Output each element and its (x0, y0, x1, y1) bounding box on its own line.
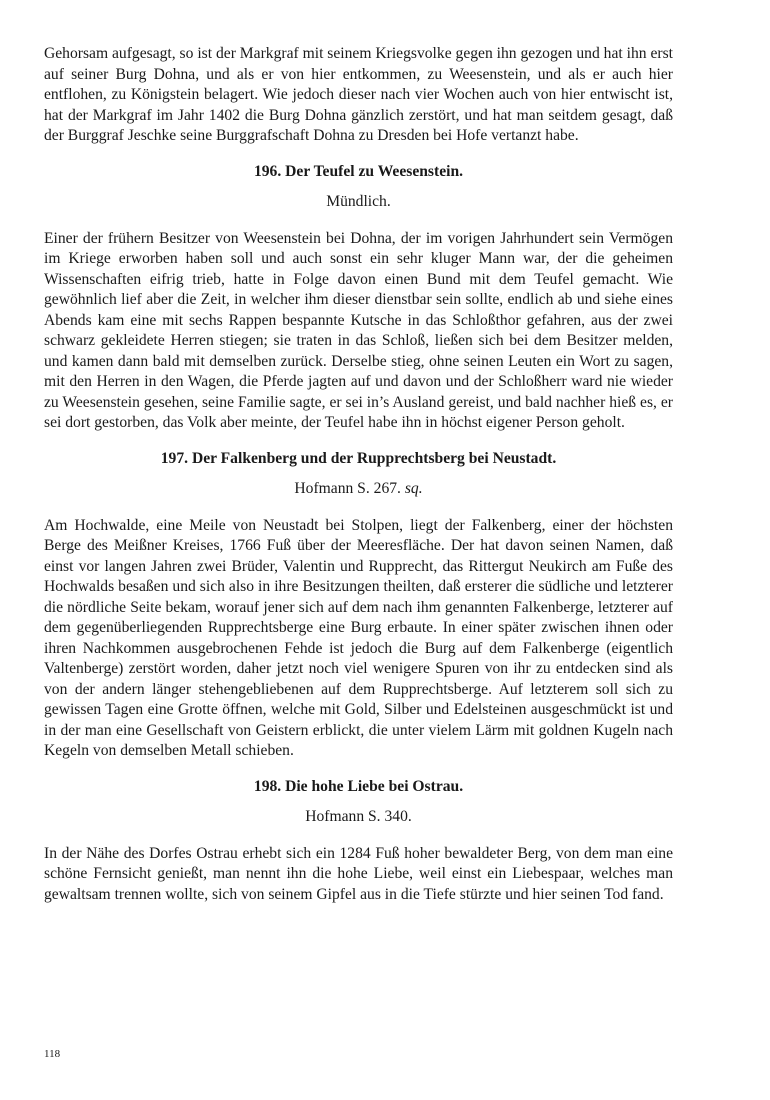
section-text: Einer der frühern Besitzer von Weesenstein bei Dohna, der im vorigen Jahrhundert sein Vermögen im Kriege erworben haben soll und auch sonst ein sehr kluger Mann war, der die geheimen Wissenschaften eifrig trieb, hatte in Folge davon einen Bund mit dem Teufel gemacht. Wie gewöhnlich lief aber die Zeit, in welcher ihm dieser dienstbar sein sollte, endlich ab und siehe eines Abends kam eine mit sechs Rappen bespannte Kutsche in das Schloßthor gefahren, aus der zwei schwarz gekleidete Herren stiegen; sie traten in das Schloß, ließen sich bei dem Besitzer melden, und kamen dann bald mit demselben zurück. Derselbe stieg, ohne seinen Leuten ein Wort zu sagen, mit den Herren in den Wagen, die Pferde jagten auf und davon und der Schloßherr ward nie wieder zu Weesenstein gesehen, seine Familie sagte, er sei in’s Ausland gereist, und bald nachher hieß es, er sei dort gestorben, das Volk aber meinte, der Teufel habe ihn in höchst eigener Person geholt. (44, 229, 673, 431)
source-text: Mündlich. (326, 193, 391, 210)
section-title: 196. Der Teufel zu Weesenstein. (253, 162, 464, 180)
section-197 (44, 449, 673, 762)
section-source (44, 807, 673, 828)
section-title: 197. Der Falkenberg und der Rupprechtsberg bei Neustadt. (160, 449, 557, 467)
source-emphasis: sq. (404, 480, 423, 497)
section-source (44, 479, 673, 500)
source-text: Hofmann S. 267. (294, 480, 405, 497)
section-198 (44, 777, 673, 906)
page-number: 118 (44, 1048, 61, 1060)
section-196 (44, 162, 673, 434)
section-text: In der Nähe des Dorfes Ostrau erhebt sich ein 1284 Fuß hoher bewaldeter Berg, von dem man eine schöne Fernsicht genießt, man nennt ihn die hohe Liebe, weil einst ein Liebespaar, welches man gewaltsam trennen wollte, sich von seinem Gipfel aus in die Tiefe stürzte und hier seinen Tod fand. (44, 844, 673, 903)
section-title: 198. Die hohe Liebe bei Ostrau. (253, 777, 464, 795)
section-text: Am Hochwalde, eine Meile von Neustadt bei Stolpen, liegt der Falkenberg, einer der höchsten Berge des Meißner Kreises, 1766 Fuß über der Meeresfläche. Der hat davon seinen Namen, daß einst vor langen Jahren zwei Brüder, Valentin und Rupprecht, das Rittergut Neukirch am Fuße des Hochwalds besaßen und sich also in ihre Besitzungen theilten, daß ersterer die südliche und letzterer die nördliche Seite bekam, worauf jener sich auf dem nach ihm genannten Falkenberge, letzterer auf dem gegenüberliegenden Rupprechtsberge eine Burg erbaute. In einer später zwischen ihnen oder ihren Nachkommen ausgebrochenen Fehde ist jedoch die Burg auf dem Falkenberge (eigentlich Valtenberge) zerstört worden, daher jetzt noch viel wenigere Spuren von ihr zu entdecken sind als von der andern länger stehengebliebenen auf dem Rupprechtsberge. Auf letzterem soll sich zu gewissen Tagen eine Grotte öffnen, welche mit Gold, Silber und Edelsteinen ausgeschmückt ist und in der man eine Gesellschaft von Geistern erblickt, die unter vielem Lärm mit goldnen Kugeln nach Kegeln von demselben Metall schieben. (44, 516, 673, 759)
section-source (44, 192, 673, 213)
intro-paragraph: Gehorsam aufgesagt, so ist der Markgraf mit seinem Kriegsvolke gegen ihn gezogen und hat ihn erst auf seiner Burg Dohna, und als er von hier entkommen, zu Weesenstein, und als er auch hier entflohen, zu Königstein belagert. Wie jedoch dieser nach vier Wochen auch von hier entwischt ist, hat der Markgraf im Jahr 1402 die Burg Dohna gänzlich zerstört, und hat man seitdem gesagt, daß der Burggraf Jeschke seine Burggrafschaft Dohna zu Dresden bei Hofe vertanzt habe. (44, 45, 673, 144)
source-text: Hofmann S. 340. (305, 808, 412, 825)
page-content (44, 44, 673, 905)
